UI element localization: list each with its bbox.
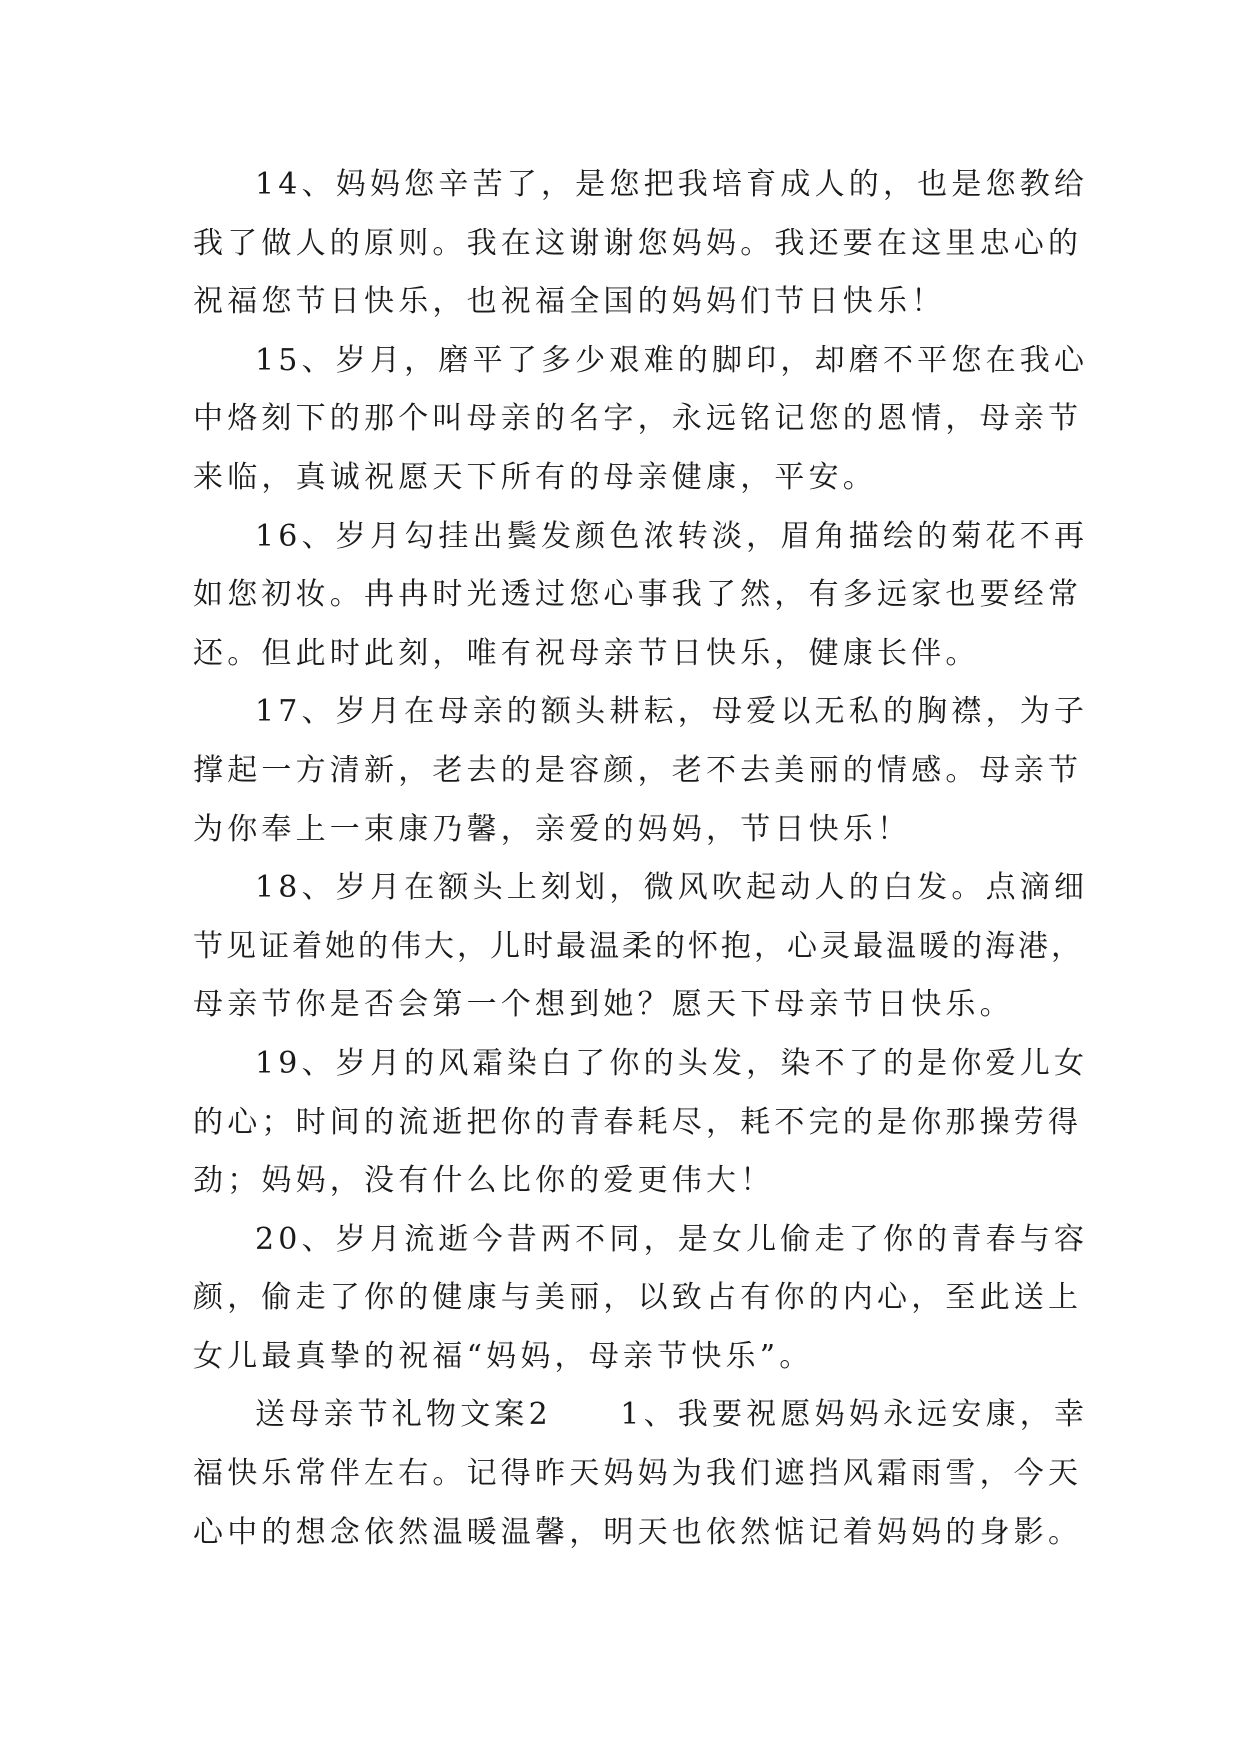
text-line: 20、岁月流逝今昔两不同，是女儿偷走了你的青春与容	[255, 1221, 1089, 1257]
paragraph-16	[193, 508, 1093, 684]
text-line: 撑起一方清新，老去的是容颜，老不去美丽的情感。母亲节	[193, 752, 1083, 788]
paragraph-17	[193, 683, 1093, 859]
text-line: 14、妈妈您辛苦了，是您把我培育成人的，也是您教给	[255, 167, 1089, 202]
paragraph-14	[193, 156, 1093, 332]
text-line: 的心；时间的流逝把你的青春耗尽，耗不完的是你那操劳得	[193, 1104, 1083, 1140]
text-line: 18、岁月在额头上刻划，微风吹起动人的白发。点滴细	[255, 870, 1089, 906]
text-line: 来临，真诚祝愿天下所有的母亲健康，平安。	[193, 459, 877, 495]
text-line: 16、岁月勾挂出鬓发颜色浓转淡，眉角描绘的菊花不再	[255, 518, 1089, 554]
text-line: 心中的想念依然温暖温馨，明天也依然惦记着妈妈的身影。	[193, 1514, 1083, 1550]
text-line: 福快乐常伴左右。记得昨天妈妈为我们遮挡风霜雨雪，今天	[193, 1456, 1083, 1492]
text-line: 15、岁月，磨平了多少艰难的脚印，却磨不平您在我心	[255, 342, 1089, 378]
text-line: 劲；妈妈，没有什么比你的爱更伟大！	[193, 1163, 775, 1199]
paragraph-19	[193, 1035, 1093, 1211]
text-line: 颜，偷走了你的健康与美丽，以致占有你的内心，至此送上	[193, 1280, 1083, 1316]
text-line: 中烙刻下的那个叫母亲的名字，永远铭记您的恩情，母亲节	[193, 401, 1083, 437]
text-line: 为你奉上一束康乃馨，亲爱的妈妈，节日快乐！	[193, 811, 912, 847]
text-line: 17、岁月在母亲的额头耕耘，母爱以无私的胸襟，为子	[255, 694, 1089, 730]
text-line: 女儿最真挚的祝福“妈妈，母亲节快乐”。	[193, 1338, 814, 1374]
paragraph-section-2	[193, 1386, 1093, 1562]
text-line: 送母亲节礼物文案2 1、我要祝愿妈妈永远安康，幸	[255, 1397, 1089, 1433]
paragraph-18	[193, 859, 1093, 1035]
text-line: 节见证着她的伟大，儿时最温柔的怀抱，心灵最温暖的海港，	[193, 928, 1084, 964]
text-line: 如您初妆。冉冉时光透过您心事我了然，有多远家也要经常	[193, 577, 1083, 613]
document-body	[193, 156, 1093, 1562]
text-line: 19、岁月的风霜染白了你的头发，染不了的是你爱儿女	[255, 1045, 1089, 1081]
paragraph-15	[193, 332, 1093, 508]
text-line: 母亲节你是否会第一个想到她？愿天下母亲节日快乐。	[193, 987, 1014, 1023]
text-line: 祝福您节日快乐，也祝福全国的妈妈们节日快乐！	[193, 284, 946, 320]
text-line: 还。但此时此刻，唯有祝母亲节日快乐，健康长伴。	[193, 635, 980, 671]
paragraph-20	[193, 1211, 1093, 1387]
text-line: 我了做人的原则。我在这谢谢您妈妈。我还要在这里忠心的	[193, 225, 1083, 261]
